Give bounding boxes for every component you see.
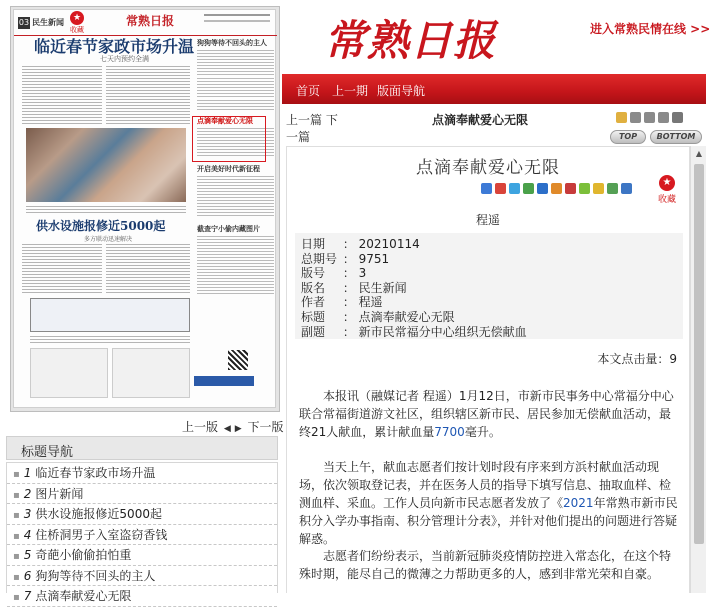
title-nav-number: 5 — [23, 548, 32, 562]
title-nav-item[interactable] — [7, 525, 277, 546]
masthead-logo: 常熟日报 — [324, 16, 497, 65]
print-icon[interactable] — [672, 112, 683, 123]
page-ad-block — [30, 298, 190, 332]
meta-value: 点滴奉献爱心无限 — [358, 309, 455, 324]
page-section-name: 民生新闻 — [32, 18, 64, 27]
page-text-lines — [197, 100, 274, 110]
title-nav-link[interactable]: 图片新闻 — [35, 486, 84, 501]
bullet-icon: ▪ — [13, 510, 20, 521]
page-header-band — [14, 10, 277, 36]
bullet-icon: ▪ — [13, 592, 20, 603]
meta-row-author: 作者 ： 程遥 — [301, 295, 383, 310]
page-bottom-block — [30, 348, 108, 398]
page-meta-line — [204, 20, 270, 22]
paragraph-number: 2021 — [563, 496, 594, 510]
main-menu-bar — [282, 74, 706, 104]
share-tqq-icon[interactable] — [565, 183, 576, 194]
page-right-headline[interactable]: 开启美好时代新征程 — [197, 165, 260, 173]
article-author: 程遥 — [475, 213, 500, 227]
hit-counter-label: 本文点击量： — [597, 352, 670, 366]
page-navigation — [182, 418, 284, 435]
title-nav-item[interactable] — [7, 463, 277, 484]
article-paragraph: 志愿者们纷纷表示，当前新冠肺炎疫情防控进入常态化，在这个特殊时期，能尽自己的微薄之力帮助更多的人，感到非常光荣和自豪。 — [299, 549, 672, 581]
favorite-label: 收藏 — [657, 195, 676, 205]
share-weibo-icon[interactable] — [495, 183, 506, 194]
menu-home[interactable]: 首页 — [296, 84, 321, 98]
tool-icon-group — [616, 112, 686, 126]
page-headline-second[interactable]: 供水设施报修近5000起 — [36, 219, 166, 233]
page-headline-second-sub: 多方联动迅速解决 — [84, 236, 133, 243]
meta-value: 3 — [358, 266, 367, 281]
page-headline-main[interactable]: 临近春节家政市场升温 — [34, 37, 195, 56]
menu-prev-issue[interactable]: 上一期 — [332, 84, 369, 98]
zoom-out-icon[interactable] — [644, 112, 655, 123]
share-count-icon[interactable] — [621, 183, 632, 194]
scrollbar-thumb[interactable] — [694, 164, 704, 544]
meta-row-section: 版名 ： 民生新闻 — [301, 280, 407, 295]
page-text-lines — [197, 236, 274, 296]
toolbar-article-title: 点滴奉献爱心无限 — [432, 113, 529, 127]
paragraph-number: 7700 — [434, 425, 465, 439]
article-prev-next — [286, 111, 338, 128]
bullet-icon: ▪ — [13, 489, 20, 501]
title-nav-heading: 标题导航 — [21, 445, 74, 460]
page-headline-main-sub: 七天内预约全满 — [100, 55, 149, 63]
page-text-column — [26, 206, 186, 214]
page-favorite-label: 收藏 — [70, 26, 84, 34]
article-toolbar — [286, 110, 706, 128]
meta-row-subtitle: 副题 ： 新市民常福分中心组织无偿献血 — [301, 324, 527, 339]
page-text-lines — [197, 50, 274, 76]
title-nav-link[interactable]: 供水设施报修近5000起 — [35, 507, 162, 521]
paragraph-text: 年常熟市新市民积分入学办事指南、积分管理计分表》，并针对他们提出的问题进行答疑解惑。 — [299, 496, 678, 546]
share-icon-row — [481, 183, 635, 197]
page-text-lines — [197, 176, 274, 216]
prev-page-link[interactable]: 上一版 — [182, 420, 219, 434]
top-button[interactable]: TOP — [610, 130, 646, 144]
page-text-column — [22, 66, 102, 124]
meta-key: 版号 — [301, 266, 326, 281]
next-article-link[interactable]: 下 — [325, 113, 338, 127]
hit-counter-value: 9 — [669, 352, 677, 366]
article-panel — [286, 146, 690, 593]
next-article-continuation[interactable]: 一篇 — [286, 130, 311, 144]
meta-value: 9751 — [358, 251, 390, 266]
title-nav-link[interactable]: 狗狗等待不回头的主人 — [35, 568, 156, 583]
prev-article-link[interactable]: 上一篇 — [286, 113, 323, 127]
meta-row-date: 日期 ： 20210114 — [301, 237, 420, 251]
share-renren-icon[interactable] — [523, 183, 534, 194]
meta-value: 民生新闻 — [358, 280, 407, 295]
page-favorite-button[interactable] — [68, 11, 86, 33]
page-article-highlight[interactable] — [192, 116, 266, 162]
page-text-column — [106, 66, 190, 124]
title-nav-list — [6, 462, 278, 603]
zoom-reset-icon[interactable] — [658, 112, 669, 123]
title-nav-item[interactable] — [7, 586, 277, 607]
page-photo[interactable] — [26, 128, 186, 202]
scroll-up-arrow-icon[interactable]: ▲ — [695, 149, 703, 158]
left-panel — [0, 0, 284, 603]
page-text-column — [30, 336, 190, 344]
zoom-in-icon[interactable] — [630, 112, 641, 123]
star-icon: ★ — [659, 175, 675, 191]
newspaper-page-thumbnail[interactable] — [13, 9, 276, 408]
title-nav-number: 1 — [23, 466, 32, 480]
page-section-number: 03 — [18, 18, 30, 27]
meta-row-issue: 总期号 ： 9751 — [301, 251, 390, 266]
title-nav-number: 6 — [23, 568, 32, 583]
page-right-headline[interactable]: 点滴奉献爱心无限 — [197, 117, 253, 125]
meta-key: 作者 — [301, 295, 326, 310]
arrow-left-icon: ◀ — [223, 424, 231, 434]
hit-counter — [597, 350, 677, 367]
page-logo: 常熟日报 — [126, 14, 175, 28]
bottom-button[interactable]: BOTTOM — [650, 130, 702, 144]
meta-value: 新市民常福分中心组织无偿献血 — [358, 324, 527, 339]
meta-row-page: 版号 ： 3 — [301, 266, 367, 281]
star-icon: ★ — [70, 11, 84, 25]
arrow-right-icon: ▶ — [234, 424, 242, 434]
favorite-button[interactable] — [653, 175, 681, 205]
meta-value: 20210114 — [358, 237, 420, 251]
title-nav-number: 7 — [23, 589, 32, 603]
share-douban-icon[interactable] — [551, 183, 562, 194]
article-paragraph — [299, 387, 679, 441]
page-right-headline[interactable]: 狗狗等待不回头的主人 — [197, 39, 267, 47]
bullet-icon: ▪ — [13, 571, 20, 583]
page-blue-banner — [194, 376, 254, 386]
paragraph-text: 毫升。 — [464, 425, 501, 439]
share-more-icon[interactable] — [607, 183, 618, 194]
meta-key: 总期号 — [301, 251, 338, 266]
bullet-icon: ▪ — [13, 469, 20, 480]
meta-row-title: 标题 ： 点滴奉献爱心无限 — [301, 309, 455, 324]
meta-key: 版名 — [301, 280, 326, 295]
title-nav-link[interactable]: 临近春节家政市场升温 — [35, 466, 156, 480]
meta-key: 标题 — [301, 309, 326, 324]
title-nav-item[interactable] — [7, 484, 277, 505]
article-toolbar-second — [286, 128, 706, 146]
share-qzone-icon[interactable] — [593, 183, 604, 194]
document-icon[interactable] — [616, 112, 627, 123]
title-nav-link[interactable]: 奇葩小偷偷拍怕重 — [35, 548, 132, 562]
bullet-icon: ▪ — [13, 530, 20, 542]
share-qq-icon[interactable] — [509, 183, 520, 194]
article-paragraph — [299, 458, 679, 548]
page-right-headline[interactable]: 截查宁小偷内藏图片 — [197, 225, 260, 233]
meta-key: 日期 — [301, 237, 326, 251]
title-nav-header — [6, 436, 278, 460]
title-nav-number: 4 — [23, 527, 32, 542]
title-nav-link[interactable]: 点滴奉献爱心无限 — [35, 589, 132, 603]
paragraph-text: 当天上午，献血志愿者们按计划时段有序来到方浜村献血活动现场，依次领取登记表，并在医务人员的指导下填写信息、抽取血样、检测血样、采血。工作人员向新市民志愿者发放了《 — [299, 460, 672, 510]
enter-minqing-link[interactable]: 进入常熟民情在线 >> — [590, 22, 711, 36]
bullet-icon: ▪ — [13, 551, 20, 562]
article-meta-box — [295, 233, 683, 339]
article-scrollbar[interactable] — [690, 146, 706, 593]
page-text-lines — [197, 78, 274, 98]
share-kaixin-icon[interactable] — [537, 183, 548, 194]
meta-key: 副题 — [301, 324, 326, 339]
paragraph-text: 本报讯（融媒记者 程遥）1月12日，市新市民事务中心常福分中心联合常福街道游文社区，组织辖区新市民、居民参加无偿献血活动，最终21人献血，累计献血量 — [299, 389, 674, 439]
title-nav-item[interactable] — [7, 566, 277, 587]
menu-layout-nav[interactable]: 版面导航 — [377, 84, 426, 98]
title-nav-item[interactable] — [7, 504, 277, 525]
share-wechat-icon[interactable] — [579, 183, 590, 194]
page-text-column — [22, 244, 102, 294]
title-nav-number: 2 — [23, 486, 32, 501]
page-bottom-block — [112, 348, 190, 398]
article-title: 点滴奉献爱心无限 — [416, 158, 560, 178]
qr-code-icon — [228, 350, 248, 370]
meta-value: 程遥 — [358, 295, 383, 310]
title-nav-link[interactable]: 住桥洞男子入室盗窃香钱 — [35, 527, 168, 542]
page-text-column — [106, 244, 190, 294]
title-nav-item[interactable] — [7, 545, 277, 566]
title-nav-number: 3 — [23, 507, 32, 521]
page-meta-line — [204, 14, 270, 16]
next-page-link[interactable]: 下一版 — [247, 420, 284, 434]
site-banner — [282, 0, 716, 74]
share-plus-icon[interactable] — [481, 183, 492, 194]
